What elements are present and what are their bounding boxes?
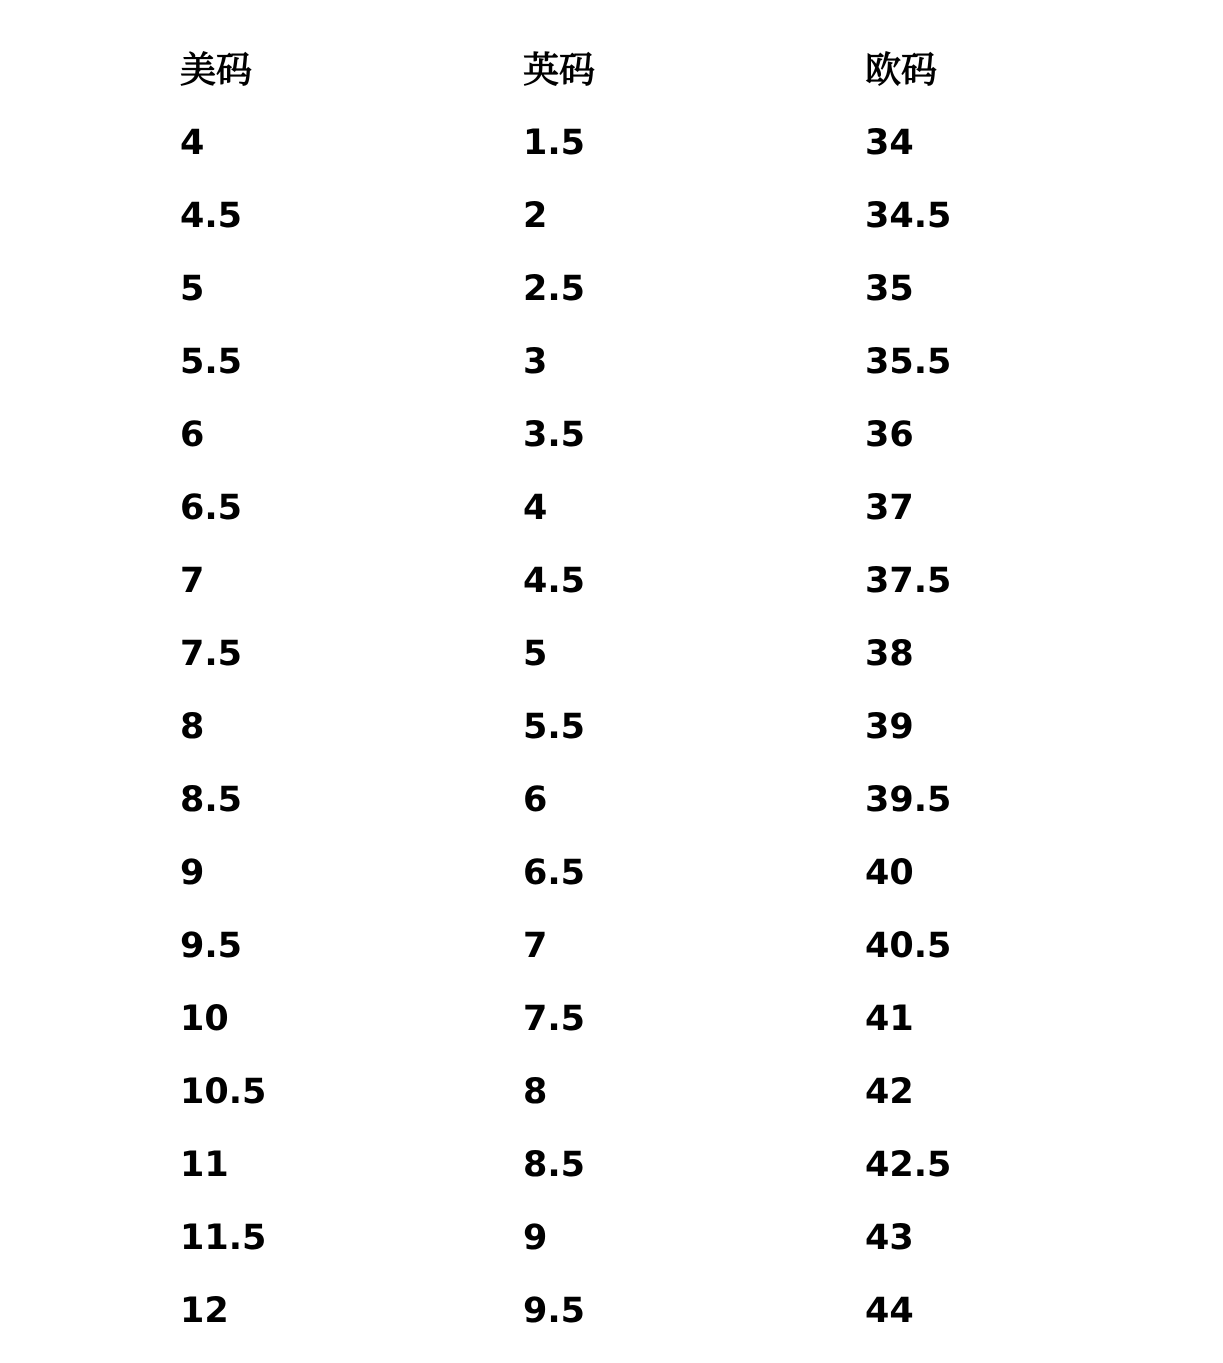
eu-size-cell: 39	[865, 707, 914, 747]
eu-size-cell: 43	[865, 1218, 914, 1258]
uk-size-cell: 5	[523, 634, 548, 674]
table-row	[180, 107, 1065, 180]
eu-size-cell: 38	[865, 634, 914, 674]
table-row	[180, 180, 1065, 253]
table-row	[180, 1275, 1065, 1348]
uk-size-cell: 5.5	[523, 707, 586, 747]
header-us-size: 美码	[180, 49, 253, 91]
us-size-cell: 8.5	[180, 780, 243, 820]
uk-size-cell: 4	[523, 488, 548, 528]
table-row	[180, 472, 1065, 545]
uk-size-cell: 3	[523, 342, 548, 382]
table-row	[180, 545, 1065, 618]
uk-size-cell: 7	[523, 926, 548, 966]
eu-size-cell: 44	[865, 1291, 914, 1331]
us-size-cell: 12	[180, 1291, 229, 1331]
table-row	[180, 837, 1065, 910]
table-row	[180, 326, 1065, 399]
uk-size-cell: 6	[523, 780, 548, 820]
us-size-cell: 9	[180, 853, 205, 893]
table-row	[180, 1056, 1065, 1129]
uk-size-cell: 6.5	[523, 853, 586, 893]
eu-size-cell: 39.5	[865, 780, 952, 820]
eu-size-cell: 40	[865, 853, 914, 893]
eu-size-cell: 34.5	[865, 196, 952, 236]
uk-size-cell: 8.5	[523, 1145, 586, 1185]
table-row	[180, 399, 1065, 472]
uk-size-cell: 8	[523, 1072, 548, 1112]
header-row	[180, 34, 1065, 107]
table-row	[180, 691, 1065, 764]
eu-size-cell: 35	[865, 269, 914, 309]
uk-size-cell: 2	[523, 196, 548, 236]
us-size-cell: 4	[180, 123, 205, 163]
us-size-cell: 10	[180, 999, 229, 1039]
header-eu-size: 欧码	[865, 49, 938, 91]
us-size-cell: 11	[180, 1145, 229, 1185]
table-row	[180, 764, 1065, 837]
eu-size-cell: 35.5	[865, 342, 952, 382]
table-body	[180, 107, 1065, 1348]
eu-size-cell: 36	[865, 415, 914, 455]
us-size-cell: 5.5	[180, 342, 243, 382]
eu-size-cell: 37	[865, 488, 914, 528]
uk-size-cell: 4.5	[523, 561, 586, 601]
table-row	[180, 253, 1065, 326]
us-size-cell: 8	[180, 707, 205, 747]
us-size-cell: 4.5	[180, 196, 243, 236]
table-row	[180, 618, 1065, 691]
uk-size-cell: 7.5	[523, 999, 586, 1039]
us-size-cell: 11.5	[180, 1218, 267, 1258]
us-size-cell: 6.5	[180, 488, 243, 528]
us-size-cell: 9.5	[180, 926, 243, 966]
us-size-cell: 5	[180, 269, 205, 309]
us-size-cell: 6	[180, 415, 205, 455]
eu-size-cell: 34	[865, 123, 914, 163]
uk-size-cell: 3.5	[523, 415, 586, 455]
eu-size-cell: 42	[865, 1072, 914, 1112]
uk-size-cell: 9	[523, 1218, 548, 1258]
eu-size-cell: 40.5	[865, 926, 952, 966]
eu-size-cell: 42.5	[865, 1145, 952, 1185]
uk-size-cell: 9.5	[523, 1291, 586, 1331]
shoe-size-conversion-table	[180, 34, 1065, 1348]
us-size-cell: 10.5	[180, 1072, 267, 1112]
table-row	[180, 910, 1065, 983]
header-uk-size: 英码	[523, 49, 596, 91]
uk-size-cell: 2.5	[523, 269, 586, 309]
table-header	[180, 34, 1065, 107]
us-size-cell: 7	[180, 561, 205, 601]
table-row	[180, 1202, 1065, 1275]
eu-size-cell: 37.5	[865, 561, 952, 601]
table-row	[180, 1129, 1065, 1202]
table-row	[180, 983, 1065, 1056]
uk-size-cell: 1.5	[523, 123, 586, 163]
eu-size-cell: 41	[865, 999, 914, 1039]
us-size-cell: 7.5	[180, 634, 243, 674]
